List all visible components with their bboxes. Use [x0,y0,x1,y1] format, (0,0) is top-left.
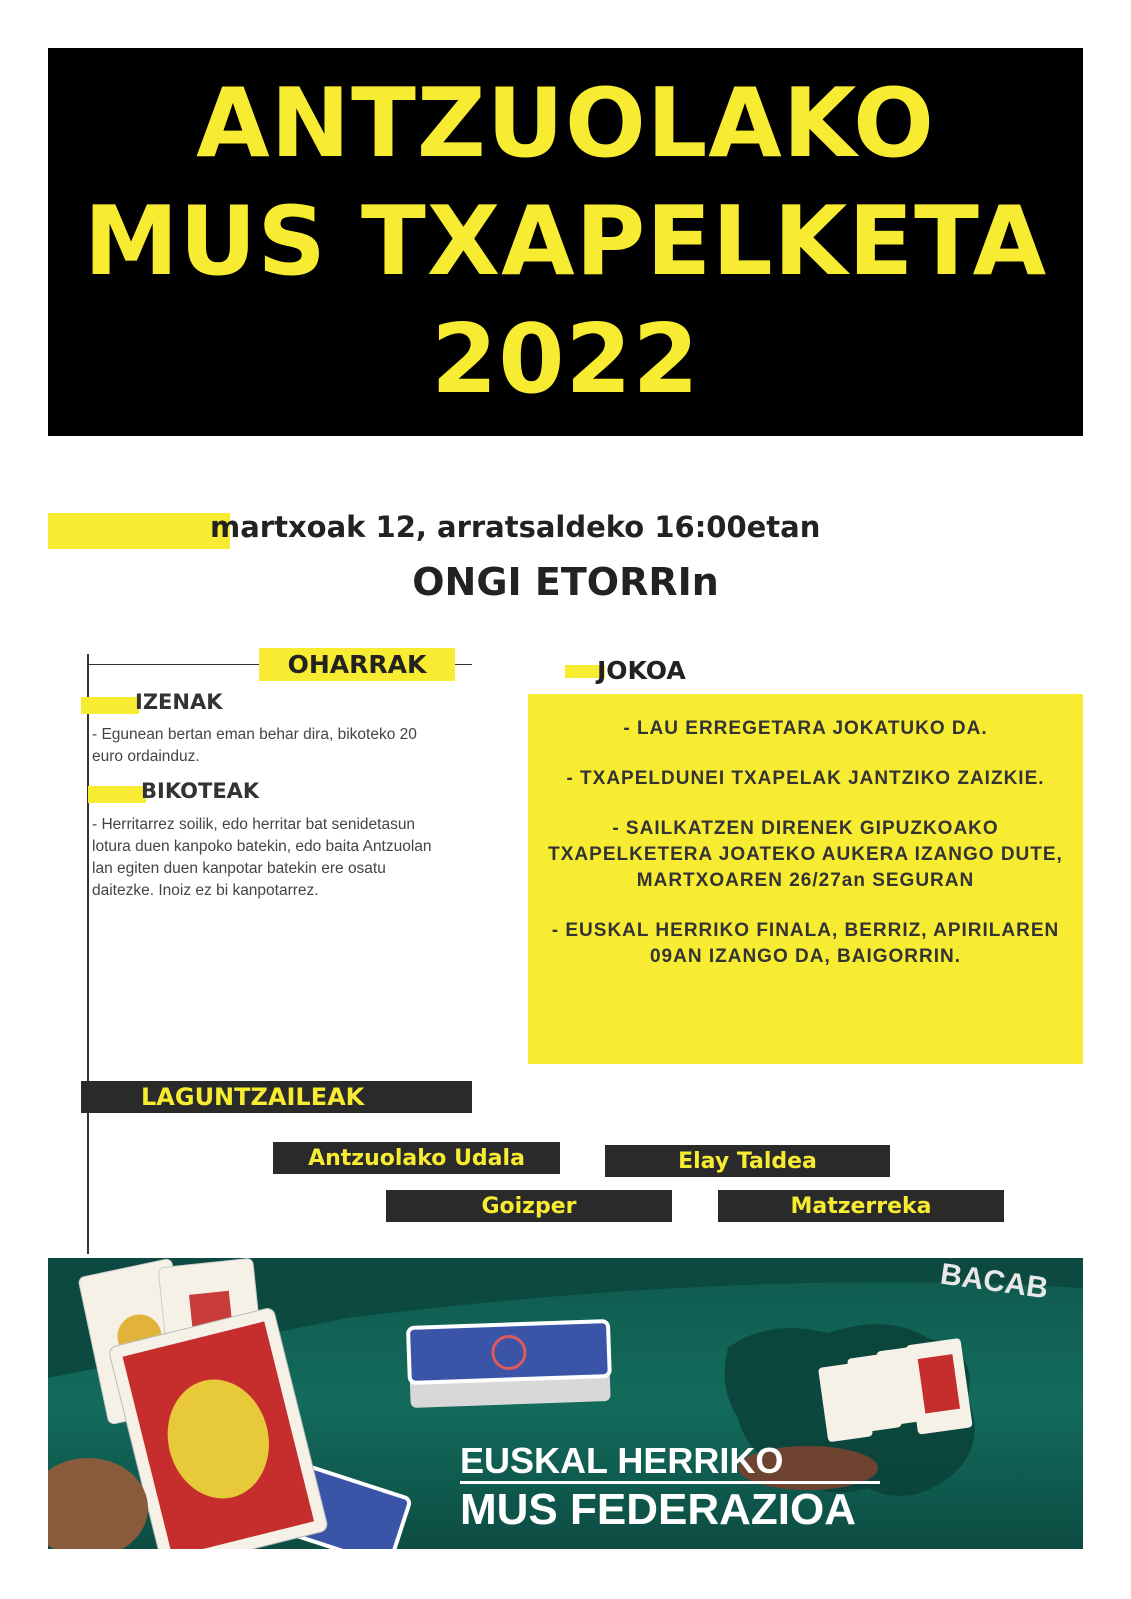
title-line-1: ANTZUOLAKO [196,69,935,179]
sponsor-elay-taldea: Elay Taldea [605,1145,890,1177]
sponsor-antzuolako-udala: Antzuolako Udala [273,1142,560,1174]
izenak-text: - Egunean bertan eman behar dira, bikoteko 20 euro ordainduz. [92,726,417,765]
bikoteak-label: BIKOTEAK [141,779,260,803]
jokoa-heading: JOKOA [597,656,686,685]
sponsors-heading: LAGUNTZAILEAK [81,1081,472,1113]
bikoteak-highlight-bar [88,786,146,803]
rule-item: - EUSKAL HERRIKO FINALA, BERRIZ, APIRILAREN 09AN IZANGO DA, BAIGORRIN. [551,920,1060,967]
bikoteak-text: - Herritarrez soilik, edo herritar bat senidetasun lotura duen kanpoko batekin, edo baita Antzuolan lan egiten duen kanpotar batekin ere osatu daitezke. Inoiz ez bi kanpotarrez. [92,816,432,899]
divider-line [87,664,262,665]
divider-line [452,664,472,665]
title-line-2: MUS TXAPELKETA [83,187,1048,297]
federation-underline [460,1481,880,1484]
date-highlight-bar [48,513,230,549]
oharrak-heading: OHARRAK [259,648,455,681]
rule-item: - LAU ERREGETARA JOKATUKO DA. [623,718,988,739]
federation-line-2: MUS FEDERAZIOA [460,1485,856,1534]
jokoa-rules-box [528,694,1083,1064]
event-date: martxoak 12, arratsaldeko 16:00etan [210,510,821,544]
rule-item: - TXAPELDUNEI TXAPELAK JANTZIKO ZAIZKIE. [566,768,1045,789]
sponsor-matzerreka: Matzerreka [718,1190,1004,1222]
rule-item: - SAILKATZEN DIRENEK GIPUZKOAKO TXAPELKETERA JOATEKO AUKERA IZANGO DUTE, MARTXOAREN 26/27an SEGURAN [548,818,1063,891]
sponsor-goizper: Goizper [386,1190,672,1222]
event-venue: ONGI ETORRIn [412,560,719,604]
federation-line-1: EUSKAL HERRIKO [460,1440,784,1481]
timeline-vertical-line [87,654,89,1254]
izenak-label: IZENAK [135,690,223,714]
title-banner [48,48,1083,436]
title-line-3: 2022 [431,305,700,415]
izenak-highlight-bar [81,697,139,714]
table-print-text: BACAB [938,1257,1051,1306]
